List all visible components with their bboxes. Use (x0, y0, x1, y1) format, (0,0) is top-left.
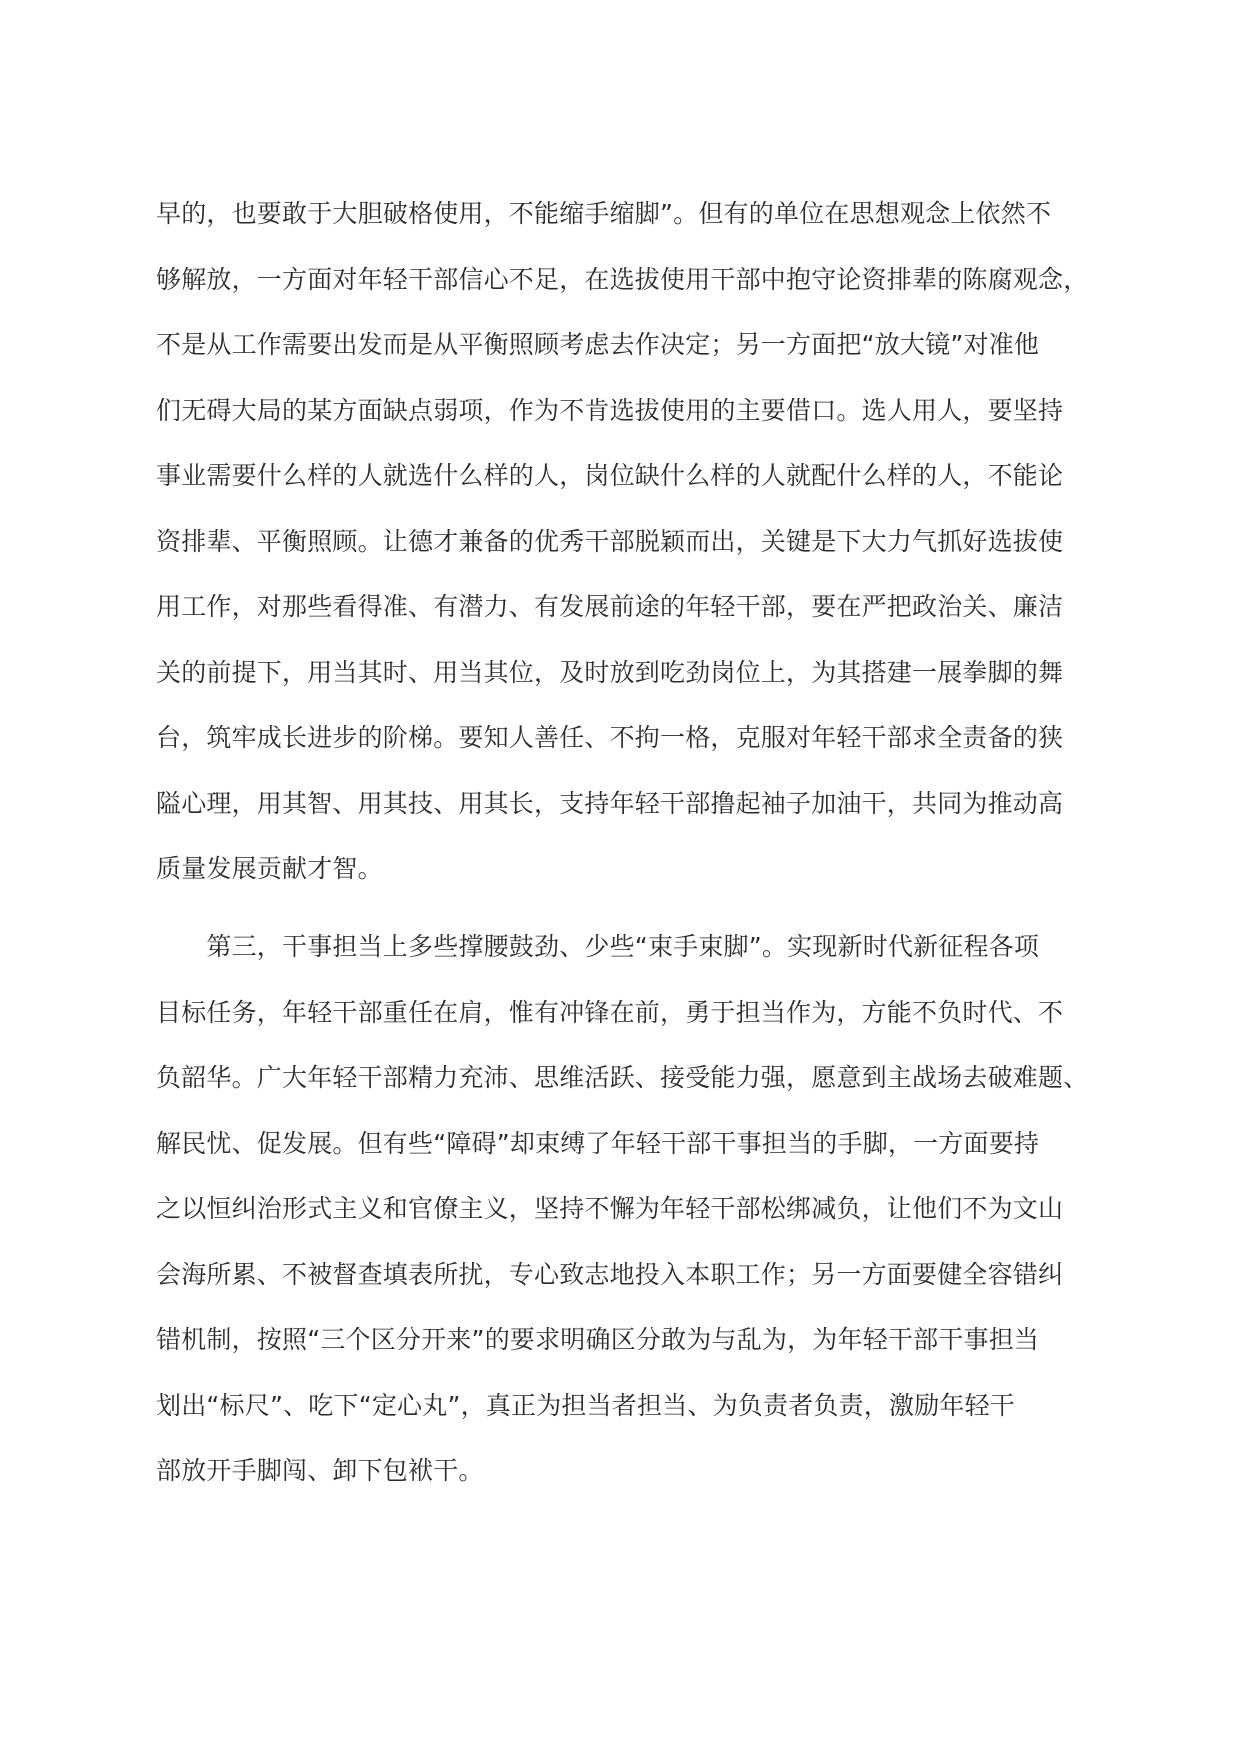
paragraph-line: 隘心理，用其智、用其技、用其长，支持年轻干部撸起袖子加油干，共同为推动高 (156, 788, 1064, 818)
paragraph-line: 事业需要什么样的人就选什么样的人，岗位缺什么样的人就配什么样的人，不能论 (156, 461, 1064, 490)
paragraph-line: 目标任务，年轻干部重任在肩，惟有冲锋在前，勇于担当作为，方能不负时代、不 (156, 997, 1064, 1027)
paragraph-line: 关的前提下，用当其时、用当其位，及时放到吃劲岗位上，为其搭建一展拳脚的舞 (156, 657, 1064, 687)
paragraph-line: 们无碍大局的某方面缺点弱项，作为不肯选拔使用的主要借口。选人用人，要坚持 (156, 395, 1064, 425)
paragraph-line: 错机制，按照“三个区分开来”的要求明确区分敢为与乱为，为年轻干部干事担当 (156, 1325, 1040, 1354)
paragraph-line: 够解放，一方面对年轻干部信心不足，在选拔使用干部中抱守论资排辈的陈腐观念， (156, 264, 1089, 294)
paragraph-line: 早的，也要敢于大胆破格使用，不能缩手缩脚”。但有的单位在思想观念上依然不 (156, 199, 1052, 228)
paragraph-1 (156, 181, 1089, 902)
paragraph-line: 划出“标尺”、吃下“定心丸”，真正为担当者担当、为负责者负责，激励年轻干 (156, 1390, 1016, 1420)
paragraph-line: 部放开手脚闯、卸下包袱干。 (156, 1456, 484, 1485)
paragraph-line: 资排辈、平衡照顾。让德才兼备的优秀干部脱颖而出，关键是下大力气抓好选拔使 (156, 526, 1064, 556)
paragraph-line: 之以恒纠治形式主义和官僚主义，坚持不懈为年轻干部松绑减负，让他们不为文山 (156, 1194, 1064, 1223)
paragraph-line: 台，筑牢成长进步的阶梯。要知人善任、不拘一格，克服对年轻干部求全责备的狭 (156, 723, 1064, 752)
paragraph-line: 质量发展贡献才智。 (156, 854, 383, 883)
paragraph-2 (156, 914, 1089, 1504)
paragraph-line: 解民忧、促发展。但有些“障碍”却束缚了年轻干部干事担当的手脚，一方面要持 (156, 1128, 1040, 1158)
paragraph-line: 不是从工作需要出发而是从平衡照顾考虑去作决定；另一方面把“放大镜”对准他 (156, 330, 1040, 359)
paragraph-line: 第三，干事担当上多些撑腰鼓劲、少些“束手束脚”。实现新时代新征程各项 (156, 932, 1040, 961)
paragraph-line: 会海所累、不被督查填表所扰，专心致志地投入本职工作；另一方面要健全容错纠 (156, 1259, 1064, 1289)
paragraph-line: 用工作，对那些看得准、有潜力、有发展前途的年轻干部，要在严把政治关、廉洁 (156, 592, 1064, 621)
paragraph-line: 负韶华。广大年轻干部精力充沛、思维活跃、接受能力强，愿意到主战场去破难题、 (156, 1063, 1089, 1092)
